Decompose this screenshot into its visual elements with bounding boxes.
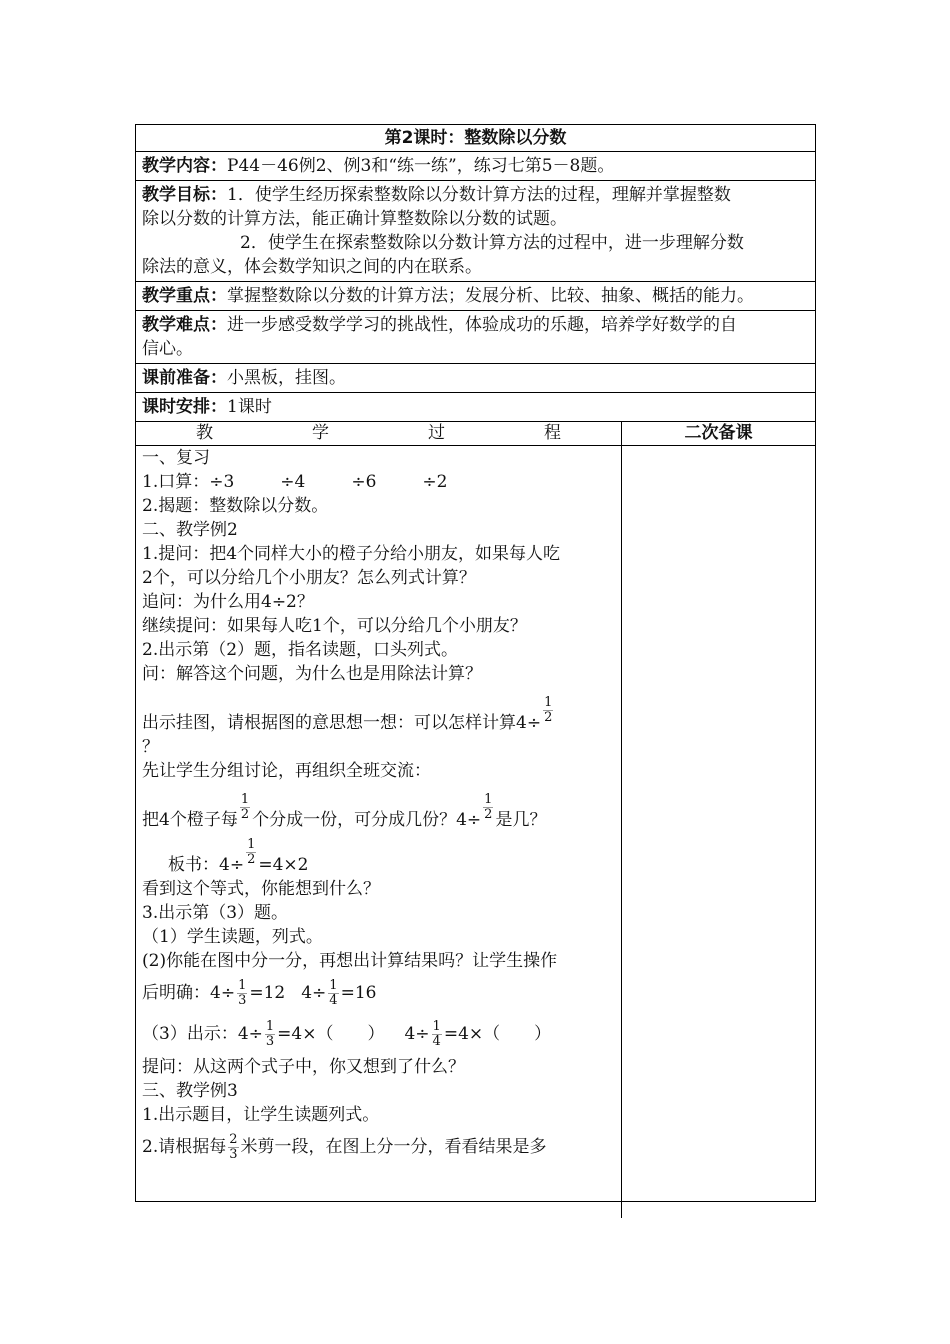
goal-2a: 2．使学生在探索整数除以分数计算方法的过程中，进一步理解分数 <box>240 233 744 253</box>
continue-question-line: 继续提问：如果每人吃1个，可以分给几个小朋友？ <box>142 616 527 636</box>
fraction-num: 1 <box>484 792 493 807</box>
fraction-num: 1 <box>329 978 338 993</box>
result-text-d: =16 <box>340 983 377 1003</box>
content-text: P44－46例2、例3和“练一练”，练习七第5－8题。 <box>227 156 615 176</box>
secondary-prep-column <box>622 446 815 1218</box>
section-example-2: 二、教学例2 <box>142 520 238 540</box>
board-text-a: 板书：4÷ <box>168 855 245 875</box>
fraction-num: 1 <box>544 695 553 710</box>
prep-row <box>136 364 815 393</box>
fraction-quarter <box>328 979 338 1008</box>
content-label: 教学内容： <box>142 156 227 176</box>
header-char-4: 程 <box>544 423 561 443</box>
fraction-den: 4 <box>432 1034 441 1049</box>
question-mark-line: ？ <box>142 737 159 757</box>
step-3-line <box>142 1020 615 1049</box>
step-3-text-a: （3）出示：4÷ <box>142 1024 263 1044</box>
oranges-line <box>142 792 615 832</box>
oral-calc-b: ÷4 <box>280 472 306 492</box>
fraction-num: 1 <box>238 978 247 993</box>
fraction-third <box>265 1020 275 1049</box>
fraction-den: 3 <box>229 1147 238 1162</box>
section-review: 一、复习 <box>142 448 210 468</box>
question-line-b: 2个，可以分给几个小朋友？怎么列式计算？ <box>142 568 476 588</box>
goals-row <box>136 181 815 282</box>
fraction-den: 2 <box>247 852 256 867</box>
reflect-line: 提问：从这两个式子中，你又想到了什么？ <box>142 1057 465 1077</box>
oral-calc-c: ÷6 <box>351 472 377 492</box>
cut-text-b: 米剪一段，在图上分一分，看看结果是多 <box>240 1137 547 1157</box>
step-2-line: (2)你能在图中分一分，再想出计算结果吗？让学生操作 <box>142 951 558 971</box>
group-discussion-line: 先让学生分组讨论，再组织全班交流： <box>142 761 431 781</box>
result-text-a: 后明确：4÷ <box>142 983 236 1003</box>
header-char-1: 教 <box>196 423 213 443</box>
why-division-line: 问：解答这个问题，为什么也是用除法计算？ <box>142 664 482 684</box>
fraction-half <box>483 793 493 822</box>
board-line <box>142 837 615 877</box>
result-line <box>142 979 615 1008</box>
fraction-half <box>240 793 250 822</box>
lesson-title: 第2课时：整数除以分数 <box>136 125 815 152</box>
oranges-text-c: 是几？ <box>495 810 547 830</box>
process-header <box>136 422 815 446</box>
process-column <box>136 446 622 1218</box>
oral-calc-d: ÷2 <box>422 472 448 492</box>
show-problem-3-line: 3.出示第（3）题。 <box>142 903 289 923</box>
fraction-num: 1 <box>432 1019 441 1034</box>
process-header-left <box>136 422 622 445</box>
fraction-den: 2 <box>544 710 553 725</box>
content-row <box>136 152 815 181</box>
oral-calc-label: 1.口算： <box>142 472 210 492</box>
followup-line: 追问：为什么用4÷2？ <box>142 592 314 612</box>
schedule-row <box>136 393 815 422</box>
schedule-label: 课时安排： <box>142 397 227 417</box>
step-1-line: （1）学生读题，列式。 <box>142 927 323 947</box>
key-text: 掌握整数除以分数的计算方法；发展分析、比较、抽象、概括的能力。 <box>227 286 754 306</box>
fraction-quarter <box>432 1020 442 1049</box>
goal-2b: 除法的意义，体会数学知识之间的内在联系。 <box>142 257 482 277</box>
fraction-den: 4 <box>329 993 338 1008</box>
schedule-text: 1课时 <box>227 397 272 417</box>
secondary-prep-header: 二次备课 <box>684 423 753 443</box>
fraction-den: 2 <box>240 807 250 822</box>
show-picture-text: 出示挂图，请根据图的意思想一想：可以怎样计算4÷ <box>142 713 542 733</box>
oral-calc-line <box>142 470 615 494</box>
section-example-3: 三、教学例3 <box>142 1081 238 1101</box>
difficulty-text-b: 信心。 <box>142 339 193 359</box>
result-text-b: =12 <box>249 983 286 1003</box>
fraction-two-thirds <box>228 1133 238 1162</box>
fraction-den: 3 <box>265 1034 275 1049</box>
fraction-num: 1 <box>265 1019 275 1034</box>
fraction-den: 2 <box>484 807 493 822</box>
result-text-c: 4÷ <box>301 983 327 1003</box>
step-3-text-c: 4÷ <box>404 1024 430 1044</box>
fraction-den: 3 <box>238 993 247 1008</box>
cut-line <box>142 1133 615 1162</box>
fraction-half <box>543 696 553 725</box>
fraction-half <box>246 838 256 867</box>
header-char-2: 学 <box>312 423 329 443</box>
board-text-b: =4×2 <box>258 855 309 875</box>
difficulty-row <box>136 311 815 364</box>
goal-1a: 1．使学生经历探索整数除以分数计算方法的过程，理解并掌握整数 <box>227 185 731 205</box>
key-label: 教学重点： <box>142 286 227 306</box>
fraction-num: 1 <box>240 792 250 807</box>
fraction-num: 2 <box>229 1132 238 1147</box>
topic-line: 2.揭题：整数除以分数。 <box>142 496 329 516</box>
prep-text: 小黑板，挂图。 <box>227 368 346 388</box>
fraction-num: 1 <box>247 837 256 852</box>
goals-label: 教学目标： <box>142 185 227 205</box>
key-row <box>136 282 815 311</box>
difficulty-label: 教学难点： <box>142 315 227 335</box>
prep-label: 课前准备： <box>142 368 227 388</box>
oral-calc-a: ÷3 <box>209 472 235 492</box>
step-3-text-d: =4×（ ） <box>443 1024 552 1044</box>
question-line-a: 1.提问：把4个同样大小的橙子分给小朋友，如果每人吃 <box>142 544 561 564</box>
think-line: 看到这个等式，你能想到什么？ <box>142 879 380 899</box>
fraction-third <box>237 979 247 1008</box>
show-problem-line: 1.出示题目，让学生读题列式。 <box>142 1105 380 1125</box>
oranges-text-a: 把4个橙子每 <box>142 810 238 830</box>
header-char-3: 过 <box>428 423 445 443</box>
lesson-plan-table <box>135 124 816 1202</box>
show-picture-line <box>142 695 615 735</box>
step-3-text-b: =4×（ ） <box>277 1024 385 1044</box>
process-body <box>136 446 815 1218</box>
goal-1b: 除以分数的计算方法，能正确计算整数除以分数的试题。 <box>142 209 567 229</box>
oranges-text-b: 个分成一份，可分成几份？4÷ <box>252 810 482 830</box>
show-problem-2-line: 2.出示第（2）题，指名读题，口头列式。 <box>142 640 459 660</box>
difficulty-text-a: 进一步感受数学学习的挑战性，体验成功的乐趣，培养学好数学的自 <box>227 315 737 335</box>
cut-text-a: 2.请根据每 <box>142 1137 227 1157</box>
